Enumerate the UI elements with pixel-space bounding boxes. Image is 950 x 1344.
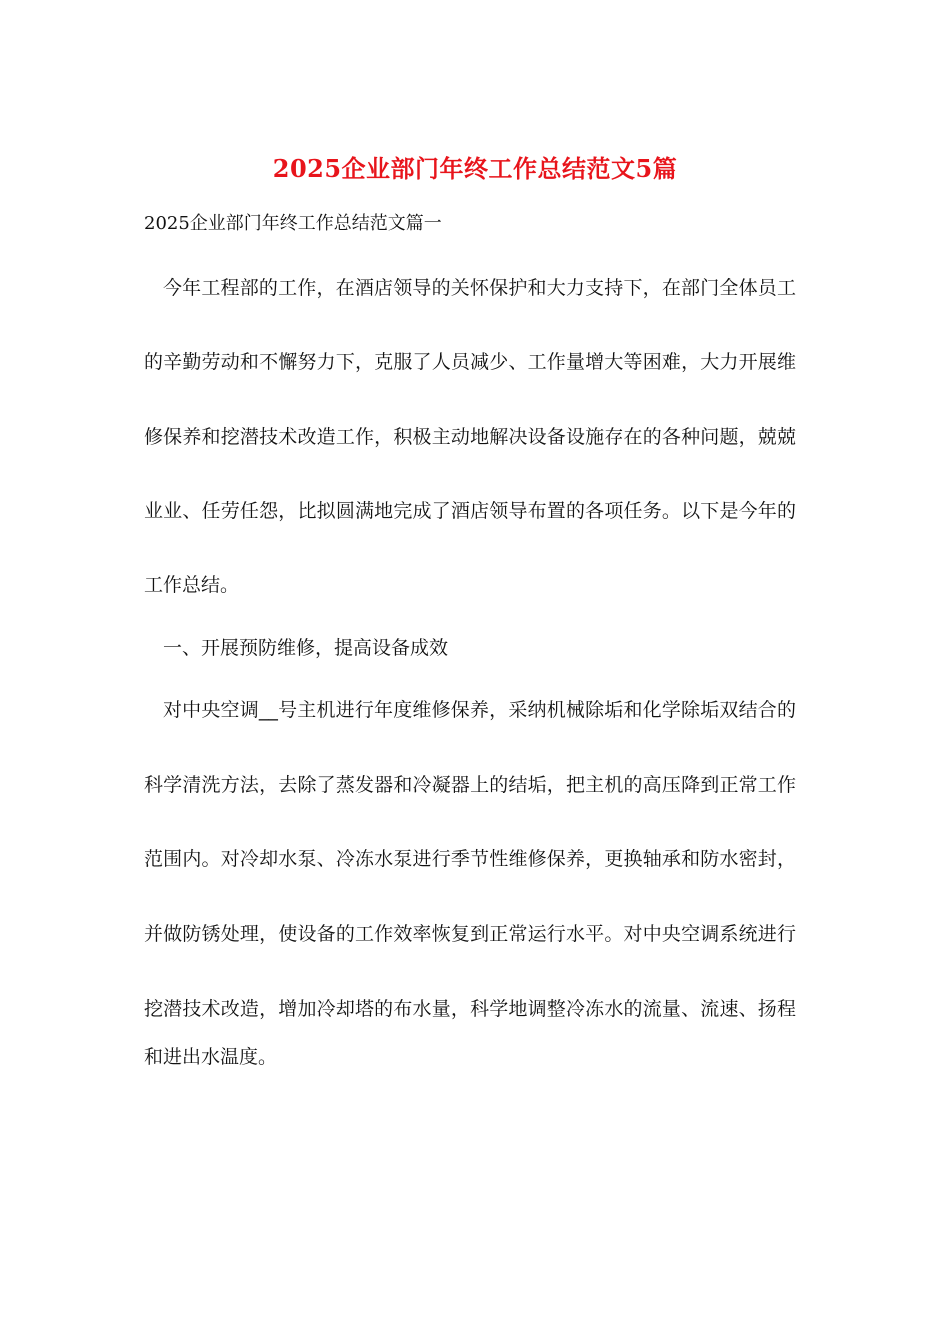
paragraph-line: 业业、任劳任怨，比拟圆满地完成了酒店领导布置的各项任务。以下是今年的 [144,500,796,522]
section-title: 2025企业部门年终工作总结范文篇一 [144,213,442,234]
section-heading: 一、开展预防维修，提高设备成效 [163,637,449,659]
paragraph-line: 科学清洗方法，去除了蒸发器和冷凝器上的结垢，把主机的高压降到正常工作 [144,774,796,796]
paragraph-line: 范围内。对冷却水泵、冷冻水泵进行季节性维修保养，更换轴承和防水密封， [144,848,796,870]
paragraph-line: 挖潜技术改造，增加冷却塔的布水量，科学地调整冷冻水的流量、流速、扬程 [144,998,796,1020]
paragraph-line: 和进出水温度。 [144,1046,278,1068]
paragraph-line: 的辛勤劳动和不懈努力下，克服了人员减少、工作量增大等困难，大力开展维 [144,351,796,373]
document-title: 2025企业部门年终工作总结范文5篇 [272,154,678,183]
paragraph-line: 对中央空调__号主机进行年度维修保养，采纳机械除垢和化学除垢双结合的 [163,699,796,721]
paragraph-line: 今年工程部的工作，在酒店领导的关怀保护和大力支持下，在部门全体员工 [163,277,796,299]
paragraph-line: 修保养和挖潜技术改造工作，积极主动地解决设备设施存在的各种问题，兢兢 [144,426,796,448]
paragraph-line: 工作总结。 [144,574,240,596]
paragraph-line: 并做防锈处理，使设备的工作效率恢复到正常运行水平。对中央空调系统进行 [144,923,796,945]
